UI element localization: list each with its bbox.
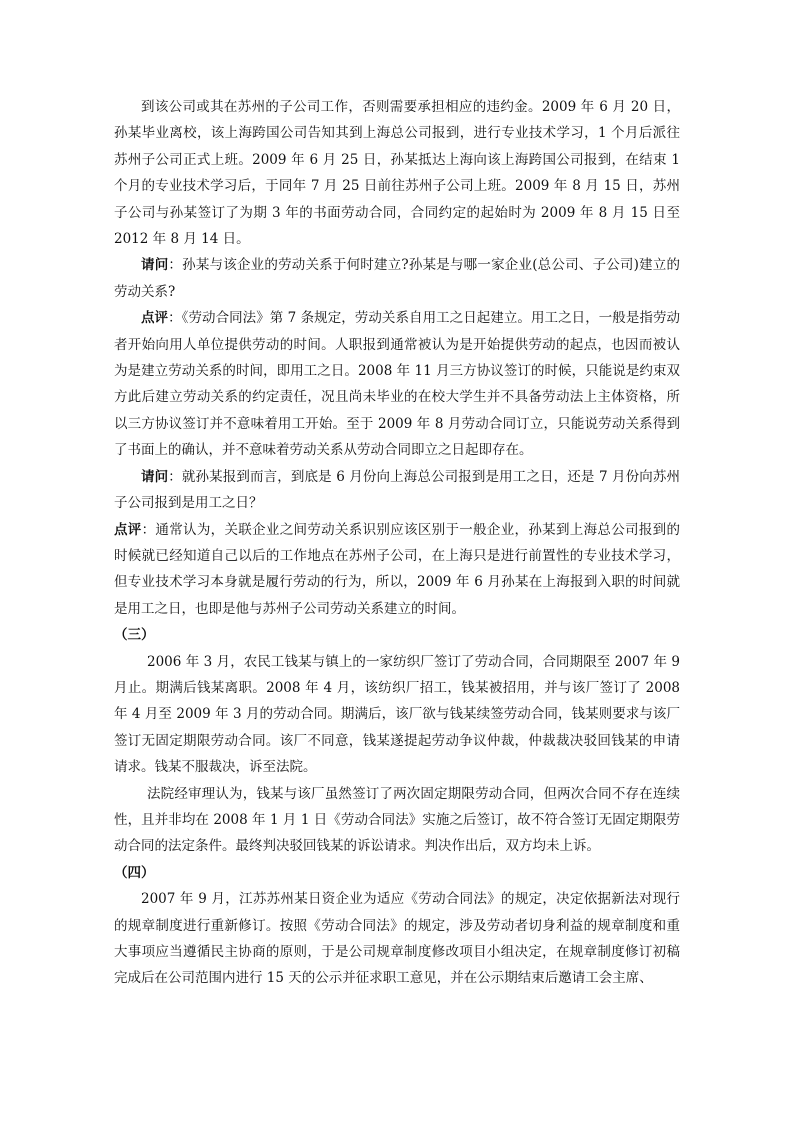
comment-text: ：通常认为，关联企业之间劳动关系识别应该区别于一般企业，孙某到上海总公司报到的时候就已经知道自己以后的工作地点在苏州子公司，在上海只是进行前置性的专业技术学习，但专业技术学习本身就是履行劳动的行为，所以，2009 年 6 月孙某在上海报到入职的时间就是用工之日，也即是他与苏州子公司劳动关系建立的时间。 xyxy=(114,521,680,617)
comment-paragraph-2 xyxy=(114,517,680,623)
question-label: 请问 xyxy=(141,468,169,485)
question-label: 请问 xyxy=(141,257,169,274)
question-paragraph-1 xyxy=(114,252,680,305)
question-paragraph-2 xyxy=(114,464,680,517)
section-heading-4: （四） xyxy=(114,864,155,881)
comment-label: 点评 xyxy=(141,310,169,327)
case-paragraph-qian-background: 2006 年 3 月，农民工钱某与镇上的一家纺织厂签订了劳动合同，合同期限至 2007 年 9 月止。期满后钱某离职。2008 年 4 月，该纺织厂招工，钱某被招用，并与该厂签订了 2008 年 4 月至 2009 年 3 月的劳动合同。期满后，该厂欲与钱某续签劳动合同，钱某则要求与该厂签订无固定期限劳动合同。该厂不同意，钱某遂提起劳动争议仲裁，仲裁裁决驳回钱某的申请请求。钱某不服裁决，诉至法院。 xyxy=(114,653,685,776)
question-text: ：就孙某报到而言，到底是 6 月份向上海总公司报到是用工之日，还是 7 月份向苏州子公司报到是用工之日？ xyxy=(114,468,681,512)
section-heading-3: （三） xyxy=(114,627,155,644)
case-paragraph-court-ruling: 法院经审理认为，钱某与该厂虽然签订了两次固定期限劳动合同，但两次合同不存在连续性，且并非均在 2008 年 1 月 1 日《劳动合同法》实施之后签订，故不符合签订无固定期限劳动合同的法定条件。最终判决驳回钱某的诉讼请求。判决作出后，双方均未上诉。 xyxy=(114,785,680,855)
comment-text: ：《劳动合同法》第 7 条规定，劳动关系自用工之日起建立。用工之日，一般是指劳动者开始向用人单位提供劳动的时间。人职报到通常被认为是开始提供劳动的起点，也因而被认为是建立劳动关系的时间，即用工之日。2008 年 11 月三方协议签订的时候，只能说是约束双方此后建立劳动关系的约定责任，况且尚未毕业的在校大学生并不具备劳动法上主体资格，所以三方协议签订并不意味着用工开始。至于 2009 年 8 月劳动合同订立，只能说劳动关系得到了书面上的确认，并不意味着劳动关系从劳动合同即立之日起即存在。 xyxy=(114,310,681,459)
comment-paragraph-1 xyxy=(114,305,680,463)
case-paragraph-sun-background: 到该公司或其在苏州的子公司工作，否则需要承担相应的违约金。2009 年 6 月 20 日，孙某毕业离校，该上海跨国公司告知其到上海总公司报到，进行专业技术学习，1 个月后派往苏州子公司正式上班。2009 年 6 月 25 日，孙某抵达上海向该上海跨国公司报到，在结束 1 个月的专业技术学习后，于同年 7 月 25 日前往苏州子公司上班。2009 年 8 月 15 日，苏州子公司与孙某签订了为期 3 年的书面劳动合同，合同约定的起始时为 2009 年 8 月 15 日至 2012 年 8 月 14 日。 xyxy=(114,99,685,248)
document-body xyxy=(114,94,685,992)
case-paragraph-regulation-revision: 2007 年 9 月，江苏苏州某日资企业为适应《劳动合同法》的规定，决定依据新法对现行的规章制度进行重新修订。按照《劳动合同法》的规定，涉及劳动者切身利益的规章制度和重大事项应当遵循民主协商的原则，于是公司规章制度修改项目小组决定，在规章制度修订初稿完成后在公司范围内进行 15 天的公示并征求职工意见，并在公示期结束后邀请工会主席、 xyxy=(114,891,680,987)
comment-label: 点评 xyxy=(114,521,142,538)
question-text: ：孙某与该企业的劳动关系于何时建立?孙某是与哪一家企业(总公司、子公司)建立的劳动关系? xyxy=(114,257,681,300)
